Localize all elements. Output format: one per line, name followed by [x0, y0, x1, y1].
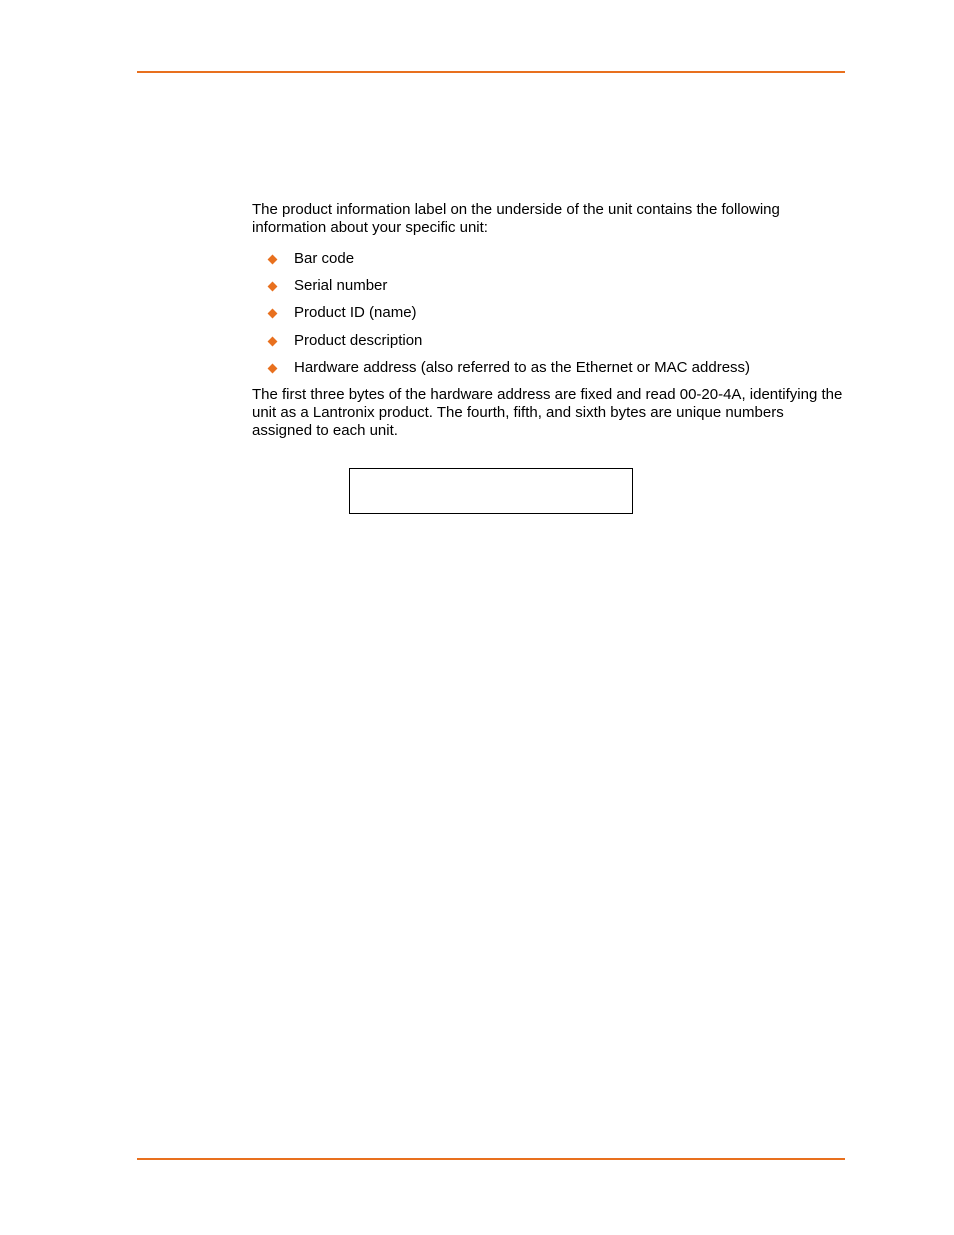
list-item-label: Hardware address (also referred to as the Ethernet or MAC address): [294, 358, 751, 376]
footer-rule: [137, 1158, 845, 1160]
diamond-bullet-icon: [268, 363, 278, 373]
list-item: [252, 277, 847, 295]
intro-paragraph: The product information label on the underside of the unit contains the following information about your specific unit:: [252, 201, 780, 236]
list-item: [252, 304, 847, 322]
list-item: [252, 250, 847, 268]
diamond-bullet-icon: [268, 336, 278, 346]
diamond-bullet-icon: [268, 255, 278, 265]
diamond-bullet-icon: [268, 282, 278, 292]
page-content: [252, 201, 847, 440]
hardware-address-paragraph: The first three bytes of the hardware address are fixed and read 00-20-4A, identifying the unit as a Lantronix product. The fourth, fifth, and sixth bytes are unique numbers assigned to each unit.: [252, 385, 843, 439]
list-item-label: Product description: [294, 331, 423, 349]
product-label-image-placeholder: [349, 468, 633, 514]
list-item-label: Serial number: [294, 277, 388, 295]
list-item: [252, 359, 847, 377]
list-item-label: Product ID (name): [294, 304, 417, 322]
diamond-bullet-icon: [268, 309, 278, 319]
header-rule: [137, 71, 845, 73]
list-item-label: Bar code: [294, 250, 355, 267]
product-label-info-list: [252, 250, 847, 377]
list-item: [252, 332, 847, 350]
